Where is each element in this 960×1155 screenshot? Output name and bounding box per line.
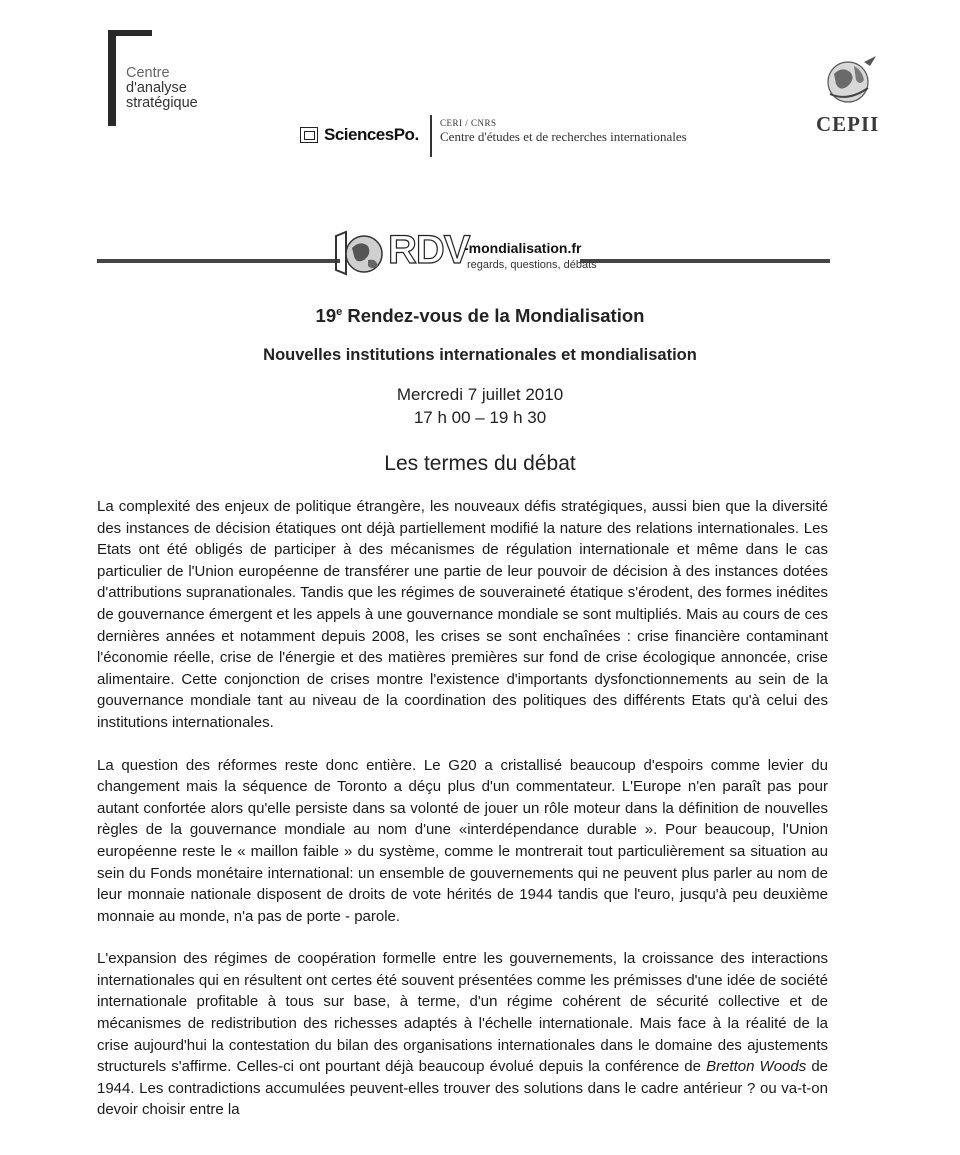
event-subtitle: Nouvelles institutions internationales et mondialisation <box>263 346 697 364</box>
cas-logo-bar-top <box>108 30 152 36</box>
cepii-logo-text: CEPII <box>816 112 880 136</box>
paragraph-1: La complexité des enjeux de politique étrangère, les nouveaux défis stratégiques, aussi bien que la diversité des instances de décision étatiques ont déjà partiellement modifié la nature des relations internationales. Les Etats ont été obligés de participer à des mécanismes de régulation internationale et même dans le cas particulier de l'Union européenne de transférer une partie de leur pouvoir de décision à des instances dotées d'attributions supranationales. Tandis que les régimes de souveraineté étatique s'érodent, des formes inédites de gouvernance émergent et les appels à une gouvernance mondiale se sont multipliés. Mais au cours de ces dernières années et notamment depuis 2008, les crises se sont enchaînées : crise financière contaminant l'économie réelle, crise de l'énergie et des matières premières sur fond de crise écologique annoncée, crise alimentaire. Cette conjonction de crises montre l'existence d'importants dysfonctionnements au sein de la gouvernance mondiale tant au niveau de la coordination des politiques des différents Etats qu'à celui des institutions internationales. <box>97 498 828 731</box>
ceri-divider <box>430 115 432 157</box>
paragraph-3-text-after: de 1944. Les contradictions accumulées peuvent-elles trouver des solutions dans le cadre antérieur ? ou va-t-on devoir choisir entre la <box>97 1058 829 1119</box>
event-time: 17 h 00 – 19 h 30 <box>413 408 547 427</box>
event-superscript: e <box>336 305 343 318</box>
cas-logo-line-1: Centre <box>126 65 170 81</box>
paragraph-3 <box>97 948 828 1121</box>
paragraph-3-text-before: L'expansion des régimes de coopération formelle entre les gouvernements, la croissance des interactions internationales qui en résultent ont certes été souvent présentées comme les prémisses d'une idée de société internationale profitable à tous sur base, à terme, d'un régime cohérent de sécurité collective et de mécanismes de redistribution des richesses adaptés à l'échelle internationale. Mais face à la réalité de la crise aujourd'hui la contestation du bilan des organisations internationales dans le domaine des ajustements structurels s'affirme. Celles-ci ont pourtant déjà beaucoup évolué depuis la conférence de <box>97 950 828 1076</box>
rdv-site-name: -mondialisation.fr <box>464 240 582 256</box>
event-title <box>0 305 960 327</box>
sciencespo-emblem-icon <box>300 127 318 143</box>
rdv-logo-letters: RDV <box>388 228 470 272</box>
event-title-text: Rendez-vous de la Mondialisation <box>342 305 645 326</box>
paragraph-2: La question des réformes reste donc entière. Le G20 a cristallisé beaucoup d'espoirs comme levier du changement mais la séquence de Toronto a déçu plus d'un commentateur. L'Europe n'en paraît pas pour autant confortée alors qu'elle persiste dans sa volonté de jouer un rôle moteur dans la définition de nouvelles règles de la gouvernance mondiale au nom d'une «interdépendance durable ». Pour beaucoup, l'Union européenne reste le « maillon faible » du système, comme le montrerait tout particulièrement sa situation au sein du Fonds monétaire international: un ensemble de gouvernements qui ne peuvent plus parler au nom de leur monnaie nationale disposent de droits de vote hérités de 1944 tandis que l'euro, jusqu'à peu deuxième monnaie au monde, n'a pas de porte - parole. <box>97 756 828 925</box>
event-number: 19 <box>315 305 337 326</box>
cepii-logo <box>810 52 885 137</box>
body-text <box>97 496 828 1121</box>
ceri-small-label: CERI / CNRS <box>440 118 497 128</box>
cas-logo <box>108 30 228 130</box>
cas-logo-line-3: stratégique <box>126 95 198 111</box>
ceri-logo <box>440 118 687 145</box>
sciencespo-logo-text: SciencesPo. <box>324 125 419 144</box>
banner-rule-left <box>97 259 340 263</box>
sciencespo-logo <box>300 124 419 146</box>
cas-logo-text <box>126 66 198 111</box>
ceri-main-label: Centre d'études et de recherches internationales <box>440 129 687 144</box>
banner-rule-right <box>580 259 830 263</box>
paragraph-3-italic: Bretton Woods <box>706 1058 807 1076</box>
rdv-tagline: regards, questions, débats <box>467 259 597 271</box>
cepii-globe-icon <box>810 52 885 112</box>
cas-logo-bar <box>108 30 116 126</box>
section-title: Les termes du débat <box>384 452 576 475</box>
cas-logo-line-2: d'analyse <box>126 80 187 96</box>
event-date: Mercredi 7 juillet 2010 <box>396 385 564 404</box>
rdv-globe-icon <box>332 230 387 278</box>
